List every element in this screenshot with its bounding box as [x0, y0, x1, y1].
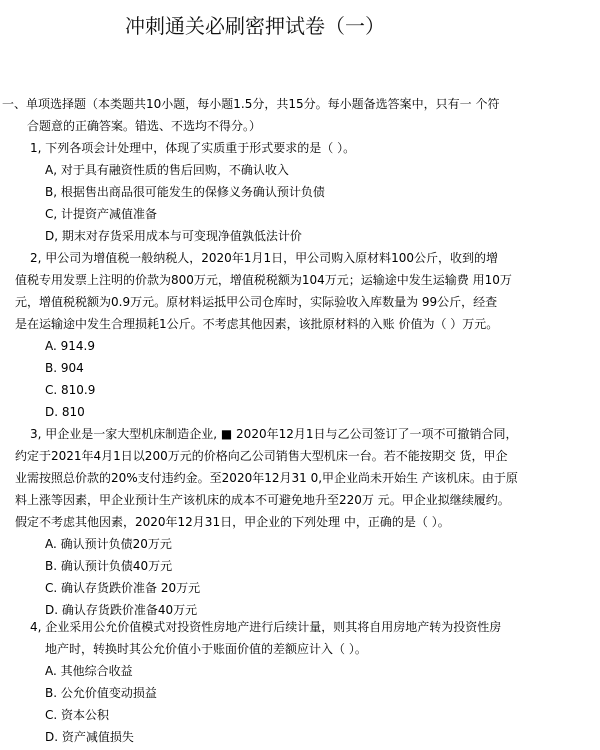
question-stem: 料上涨等因素，甲企业预计生产该机床的成本不可避免地升至220万 元。甲企业拟继续履约。 — [15, 493, 510, 507]
page-title: 冲刺通关必刷密押试卷（一） — [125, 14, 385, 38]
option-b: B. 公允价值变动损益 — [45, 686, 157, 700]
option-b: B, 根据售出商品很可能发生的保修义务确认预计负债 — [45, 185, 325, 199]
option-b: B. 确认预计负债40万元 — [45, 559, 173, 573]
option-d: D. 确认存货跌价准备40万元 — [45, 603, 198, 617]
question-stem: 地产时，转换时其公允价值小于账面价值的差额应计入（ ）。 — [45, 642, 367, 656]
option-d: D, 期末对存货采用成本与可变现净值孰低法计价 — [45, 229, 302, 243]
question-stem: 值税专用发票上注明的价款为800万元，增值税税额为104万元；运输途中发生运输费 用10万 — [15, 273, 512, 287]
question-stem: 4, 企业采用公允价值模式对投资性房地产进行后续计量，则其将自用房地产转为投资性房 — [30, 620, 502, 634]
option-c: C. 810.9 — [45, 383, 96, 397]
question-stem: 假定不考虑其他因素，2020年12月31日，甲企业的下列处理 中，正确的是（ ）。 — [15, 515, 450, 529]
option-d: D. 资产减值损失 — [45, 730, 134, 744]
question-stem: 2, 甲公司为增值税一般纳税人，2020年1月1日，甲公司购入原材料100公斤，收到的增 — [30, 251, 498, 265]
option-d: D. 810 — [45, 405, 85, 419]
question-stem: 1, 下列各项会计处理中，体现了实质重于形式要求的是（ ）。 — [30, 141, 356, 155]
section-heading-line: 合题意的正确答案。错选、不选均不得分。） — [27, 119, 262, 133]
option-c: C, 计提资产减值准备 — [45, 207, 158, 221]
option-a: A, 对于具有融资性质的售后回购，不确认收入 — [45, 163, 289, 177]
question-stem: 是在运输途中发生合理损耗1公斤。不考虑其他因素，该批原材料的入账 价值为（ ）万元。 — [15, 317, 499, 331]
option-a: A. 其他综合收益 — [45, 664, 133, 678]
option-c: C. 确认存货跌价准备 20万元 — [45, 581, 201, 595]
question-stem: 业需按照总价款的20%支付违约金。至2020年12月31 0,甲企业尚未开始生 产该机床。由于原 — [15, 471, 518, 485]
question-stem: 3, 甲企业是一家大型机床制造企业, ■ 2020年12月1日与乙公司签订了一项不可撤销合同， — [30, 427, 518, 441]
option-c: C. 资本公积 — [45, 708, 110, 722]
section-heading-line: 一、单项选择题（本类题共10小题，每小题1.5分，共15分。每小题备选答案中，只有一 个符 — [2, 97, 500, 111]
question-stem: 约定于2021年4月1日以200万元的价格向乙公司销售大型机床一台。若不能按期交 货，甲企 — [15, 449, 508, 463]
option-a: A. 914.9 — [45, 339, 95, 353]
question-stem: 元，增值税税额为0.9万元。原材料运抵甲公司仓库时，实际验收入库数量为 99公斤，经查 — [15, 295, 498, 309]
option-b: B. 904 — [45, 361, 84, 375]
option-a: A. 确认预计负债20万元 — [45, 537, 172, 551]
